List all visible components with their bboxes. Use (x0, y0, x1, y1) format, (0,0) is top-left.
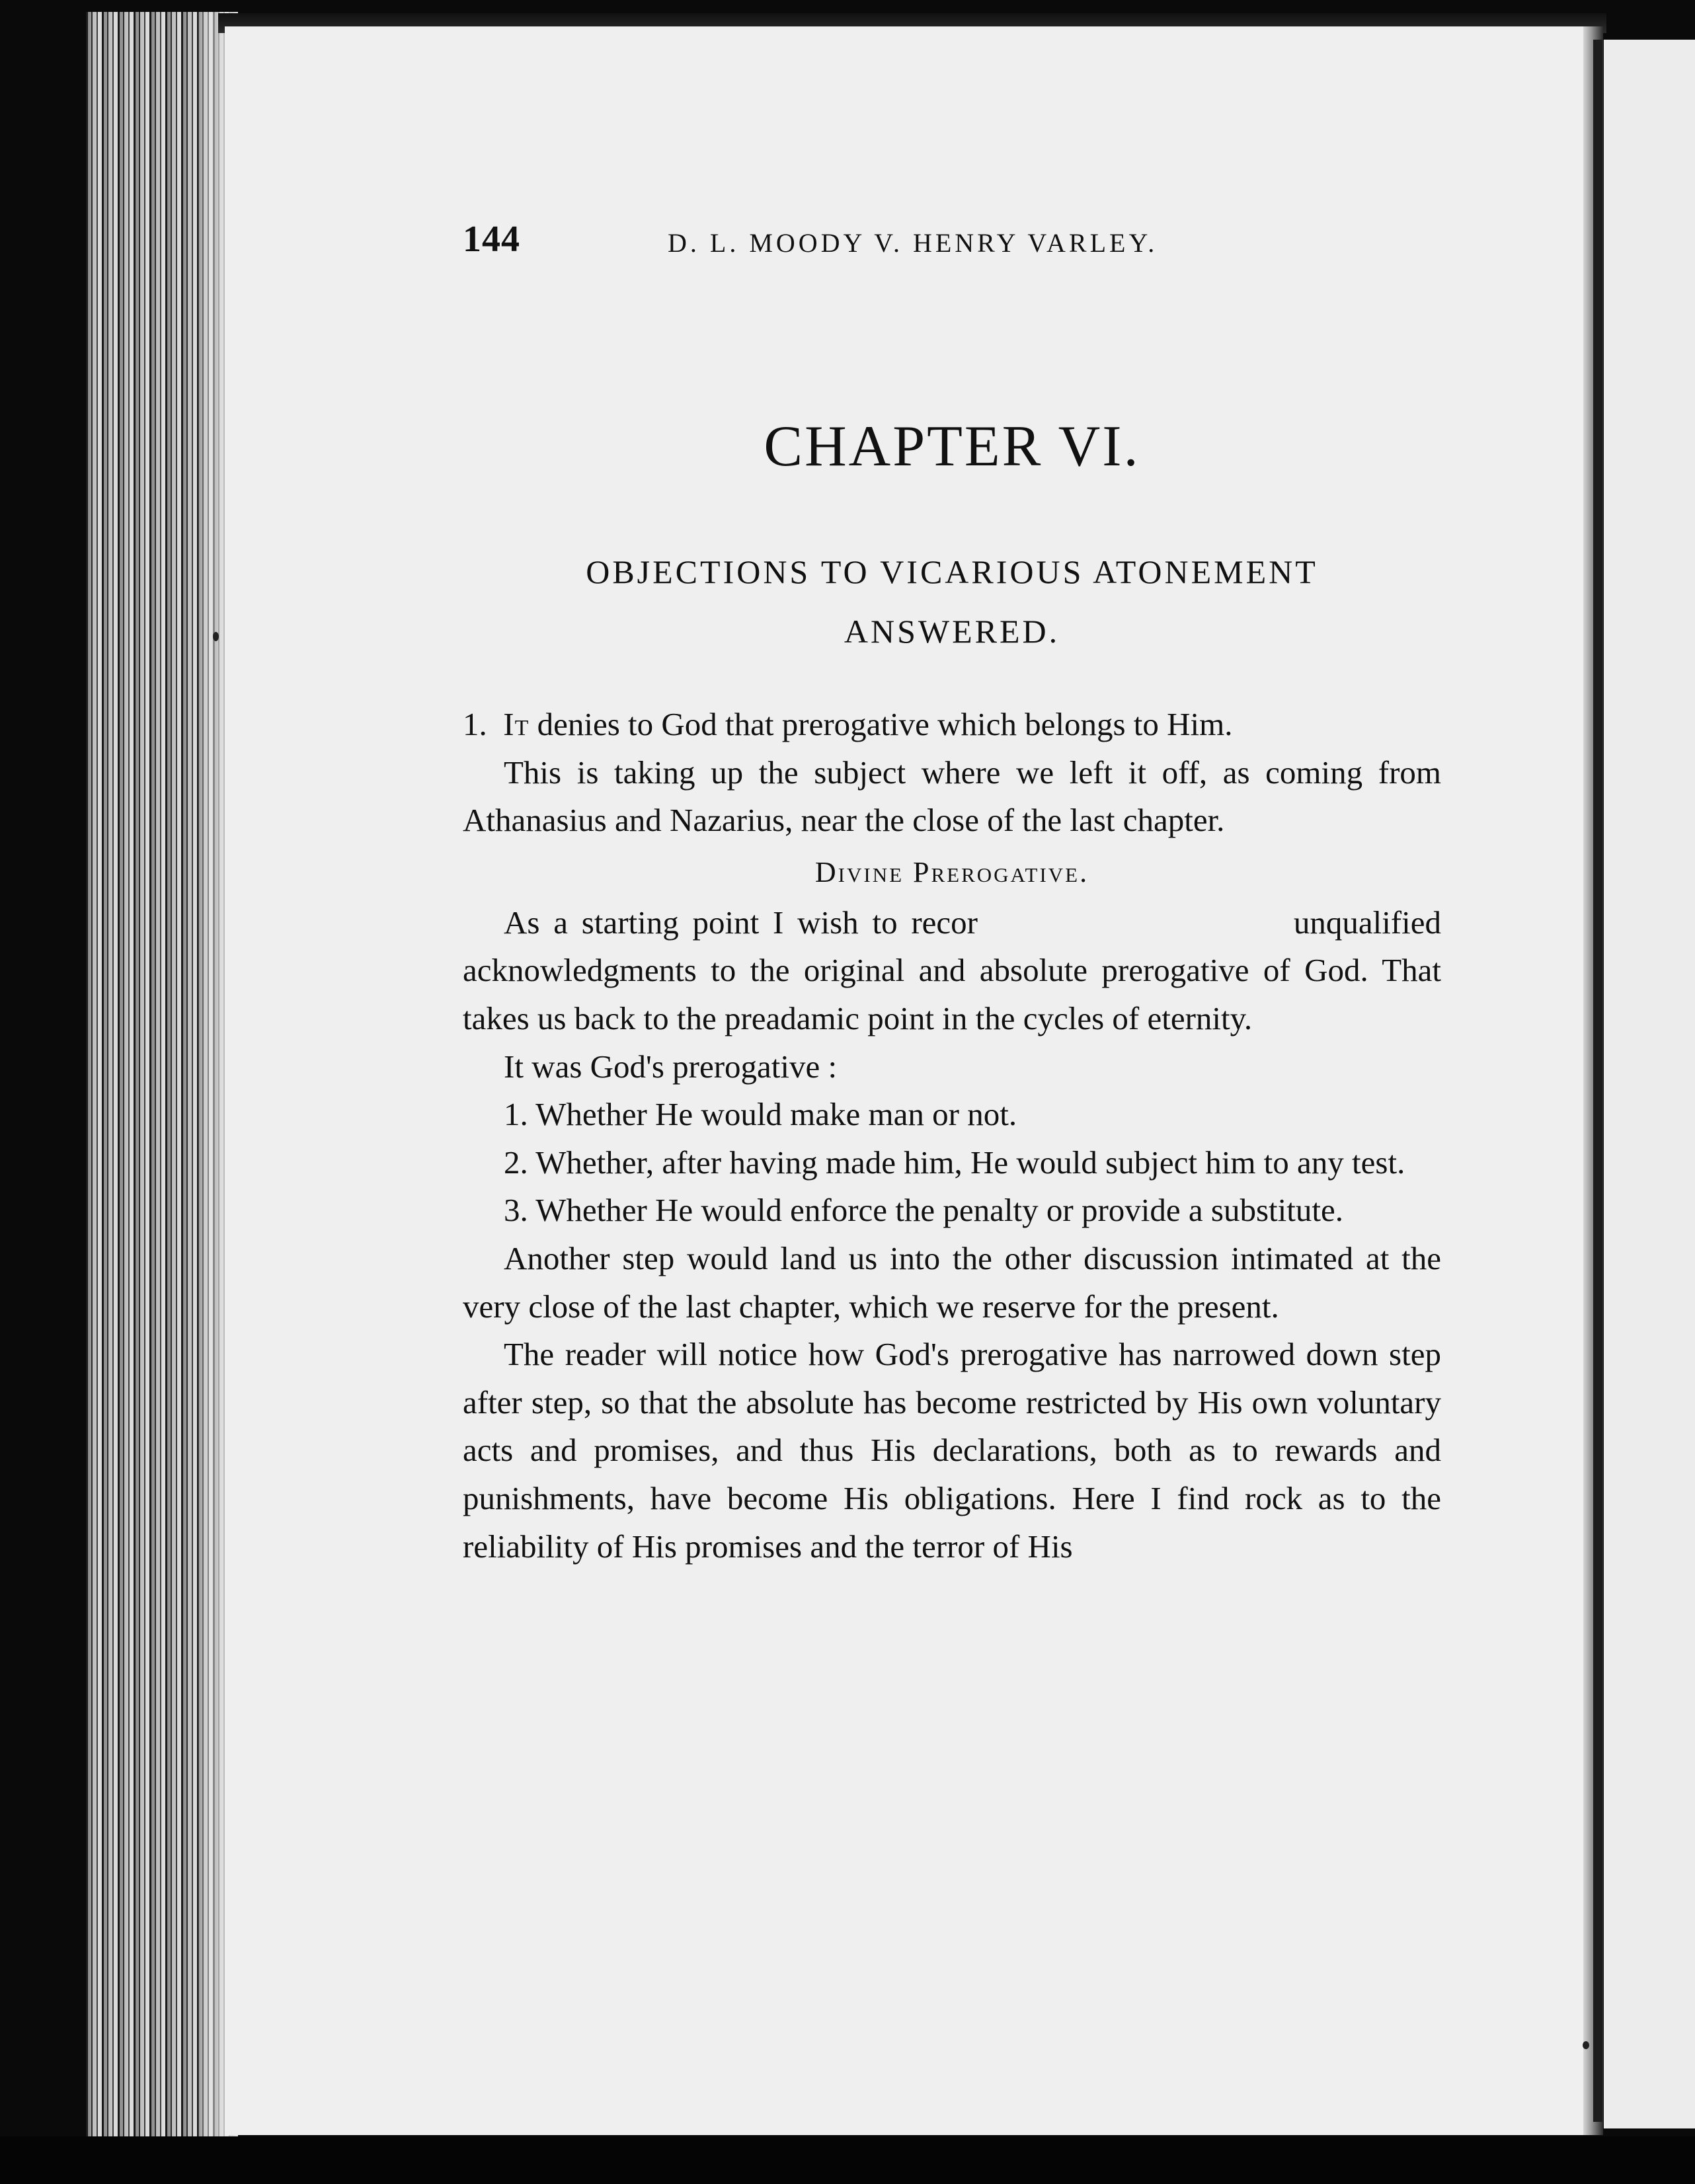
chapter-subtitle-line-2: ANSWERED. (844, 613, 1060, 650)
bottom-border (0, 2136, 1695, 2184)
paragraph: Another step would land us into the other discussion intimated at the very close of the last chapter, which we reserve for the present. (463, 1239, 1441, 1325)
ink-speck (1583, 2041, 1589, 2049)
objection-number: 1. (463, 706, 487, 742)
list-item: 3. Whether He would enforce the penalty or provide a substitute. (504, 1192, 1343, 1229)
facing-page-edge (1604, 40, 1695, 2128)
ink-speck (213, 632, 219, 641)
objection-text: denies to God that prerogative which belongs to Him. (529, 706, 1233, 742)
list-item: 2. Whether, after having made him, He would subject him to any test. (504, 1144, 1405, 1181)
running-head (463, 218, 1441, 264)
body-text (463, 701, 1441, 1571)
paragraph: This is taking up the subject where we left it off, as coming from Athanasius and Nazarius, near the close of the last chapter. (463, 754, 1441, 839)
chapter-subtitle (463, 542, 1441, 661)
paragraph: It was God's prerogative : (504, 1048, 838, 1085)
dropword: It (503, 706, 530, 742)
binding-spine (1593, 40, 1602, 2122)
section-subheading: Divine Prerogative. (814, 855, 1089, 888)
page-number: 144 (463, 219, 520, 260)
paragraph: As a starting point I wish to recor unqualified acknowledgments to the original and absolute prerogative of God. That takes us back to the preadamic point in the cycles of eternity. (463, 904, 1441, 1036)
running-title: D. L. MOODY V. HENRY VARLEY. (668, 228, 1158, 258)
paragraph: The reader will notice how God's prerogative has narrowed down step after step, so that the absolute has become restricted by His own voluntary acts and promises, and thus His declarations, both as to rewards and punishments, have become His obligations. Here I find rock as to the reliability of His promises and the terror of His (463, 1336, 1441, 1565)
paragraph-objection-1 (463, 701, 1441, 749)
list-item: 1. Whether He would make man or not. (504, 1096, 1017, 1133)
chapter-title: CHAPTER VI. (764, 414, 1140, 479)
chapter-subtitle-line-1: OBJECTIONS TO VICARIOUS ATONEMENT (586, 553, 1318, 590)
